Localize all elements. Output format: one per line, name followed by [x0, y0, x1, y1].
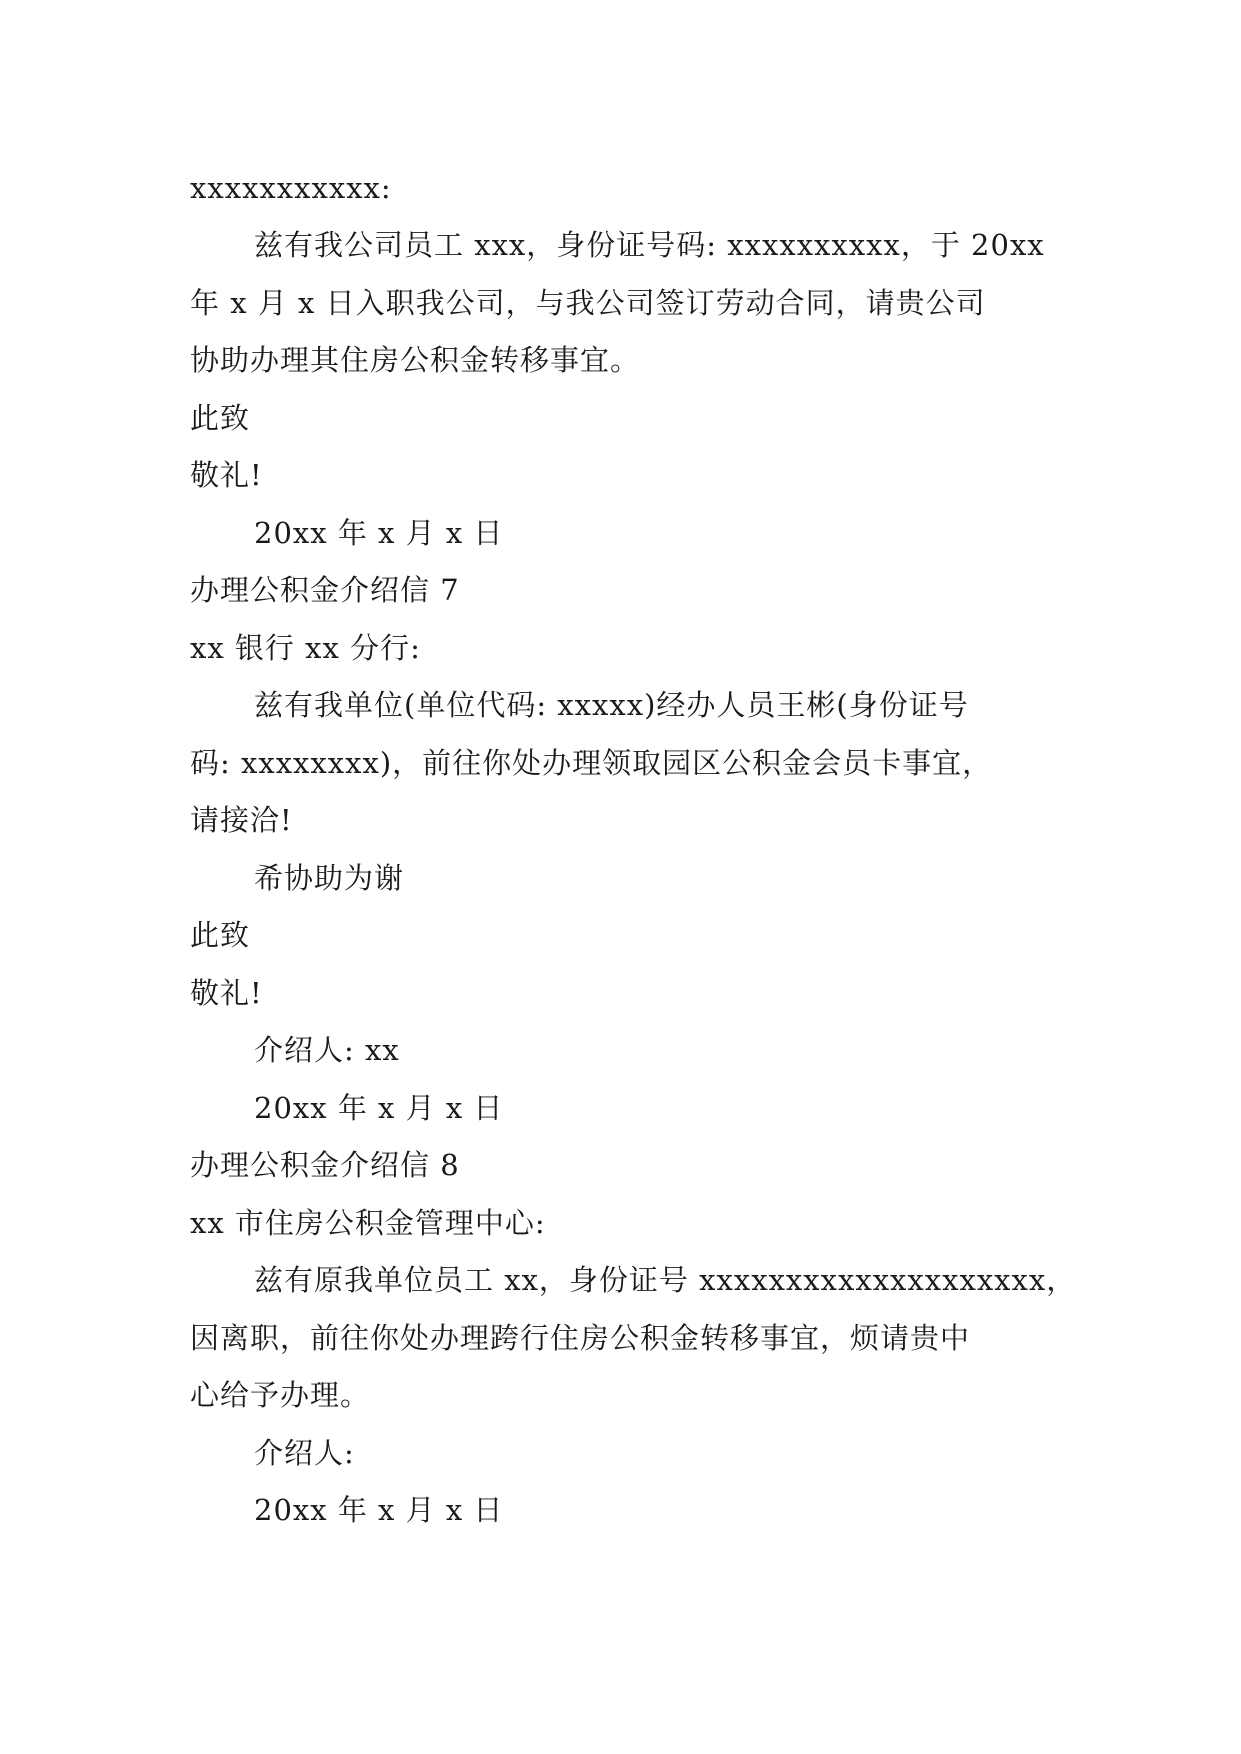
- salutation-3: xx 市住房公积金管理中心:: [190, 1206, 546, 1240]
- section-heading-8: 办理公积金介绍信 8: [190, 1148, 460, 1182]
- body-line-9: 心给予办理。: [190, 1378, 371, 1412]
- introducer-2: 介绍人:: [254, 1436, 355, 1470]
- section-heading-7: 办理公积金介绍信 7: [190, 573, 460, 607]
- regards-2: 敬礼!: [190, 976, 263, 1010]
- closing-2: 此致: [190, 918, 251, 952]
- date-3: 20xx 年 x 月 x 日: [254, 1493, 504, 1527]
- body-line-4: 兹有我单位(单位代码: xxxxx)经办人员王彬(身份证号: [254, 688, 969, 722]
- thanks-line: 希协助为谢: [254, 861, 405, 895]
- body-line-5: 码: xxxxxxxx)，前往你处办理领取园区公积金会员卡事宜，: [190, 746, 993, 780]
- regards-1: 敬礼!: [190, 458, 263, 492]
- body-line-7: 兹有原我单位员工 xx，身份证号 xxxxxxxxxxxxxxxxxxxx，: [254, 1263, 1077, 1297]
- body-line-6: 请接洽!: [190, 803, 293, 837]
- body-line-8: 因离职，前往你处办理跨行住房公积金转移事宜，烦请贵中: [190, 1321, 971, 1355]
- body-line-1: 兹有我公司员工 xxx，身份证号码: xxxxxxxxxx，于 20xx: [254, 228, 1045, 262]
- salutation-1: xxxxxxxxxxx:: [190, 171, 392, 205]
- salutation-2: xx 银行 xx 分行:: [190, 631, 421, 665]
- introducer-1: 介绍人: xx: [254, 1033, 400, 1067]
- date-1: 20xx 年 x 月 x 日: [254, 516, 504, 550]
- body-line-3: 协助办理其住房公积金转移事宜。: [190, 343, 641, 377]
- date-2: 20xx 年 x 月 x 日: [254, 1091, 504, 1125]
- closing-1: 此致: [190, 401, 251, 435]
- body-line-2: 年 x 月 x 日入职我公司，与我公司签订劳动合同，请贵公司: [190, 286, 986, 320]
